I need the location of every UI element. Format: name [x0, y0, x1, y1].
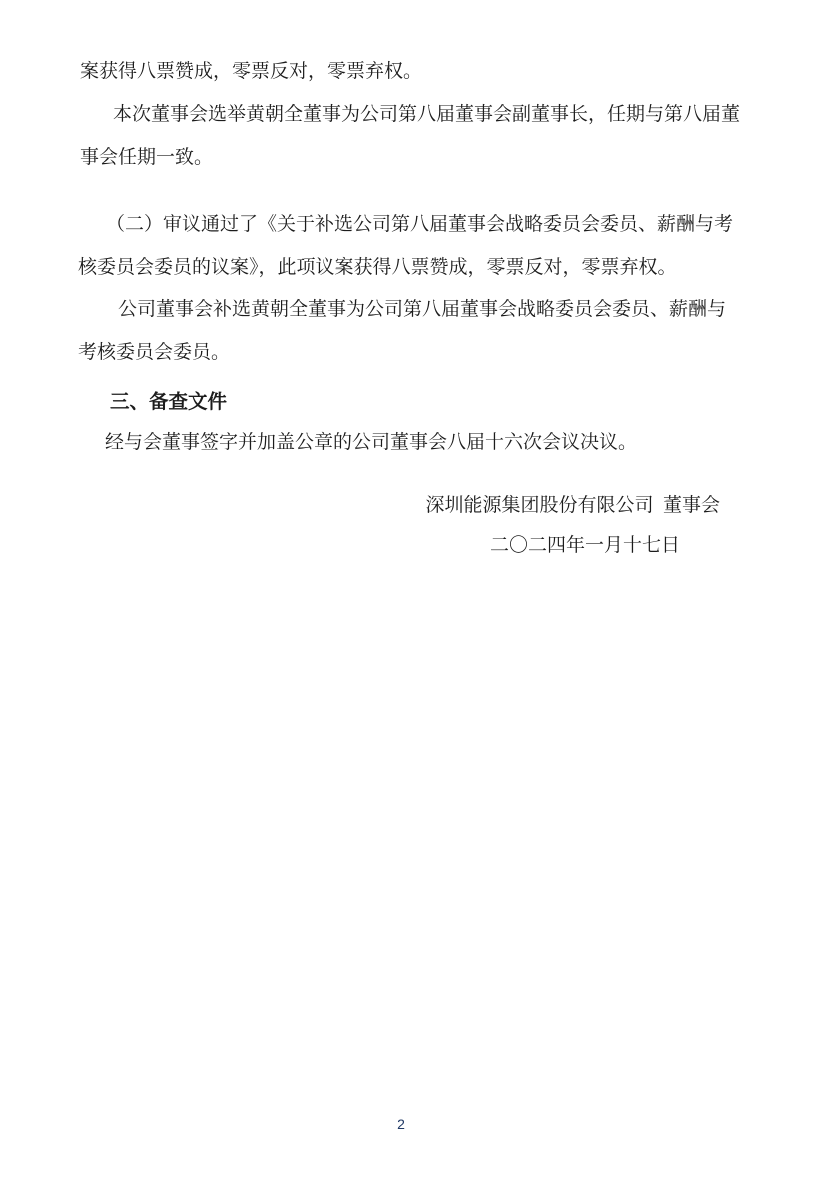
page-number: 2 [397, 1116, 405, 1132]
body-line-committee-1: 公司董事会补选黄朝全董事为公司第八届董事会战略委员会委员、薪酬与 [118, 299, 727, 320]
body-line-committee-2: 考核委员会委员。 [78, 342, 231, 363]
body-line-item2-2: 核委员会委员的议案》，此项议案获得八票赞成，零票反对，零票弃权。 [78, 257, 677, 278]
section-heading-reference-documents: 三、备查文件 [110, 391, 228, 413]
signature-company-name: 深圳能源集团股份有限公司 董事会 [425, 495, 720, 516]
body-line-item2-1: （二）审议通过了《关于补选公司第八届董事会战略委员会委员、薪酬与考 [106, 214, 734, 235]
body-line-election-1: 本次董事会选举黄朝全董事为公司第八届董事会副董事长，任期与第八届董 [113, 104, 741, 125]
signature-date: 二〇二四年一月十七日 [489, 535, 680, 556]
body-line-election-2: 事会任期一致。 [80, 147, 214, 168]
body-line-vote-result: 案获得八票赞成，零票反对，零票弃权。 [80, 61, 423, 82]
section-body-reference-documents: 经与会董事签字并加盖公章的公司董事会八届十六次会议决议。 [105, 432, 638, 453]
